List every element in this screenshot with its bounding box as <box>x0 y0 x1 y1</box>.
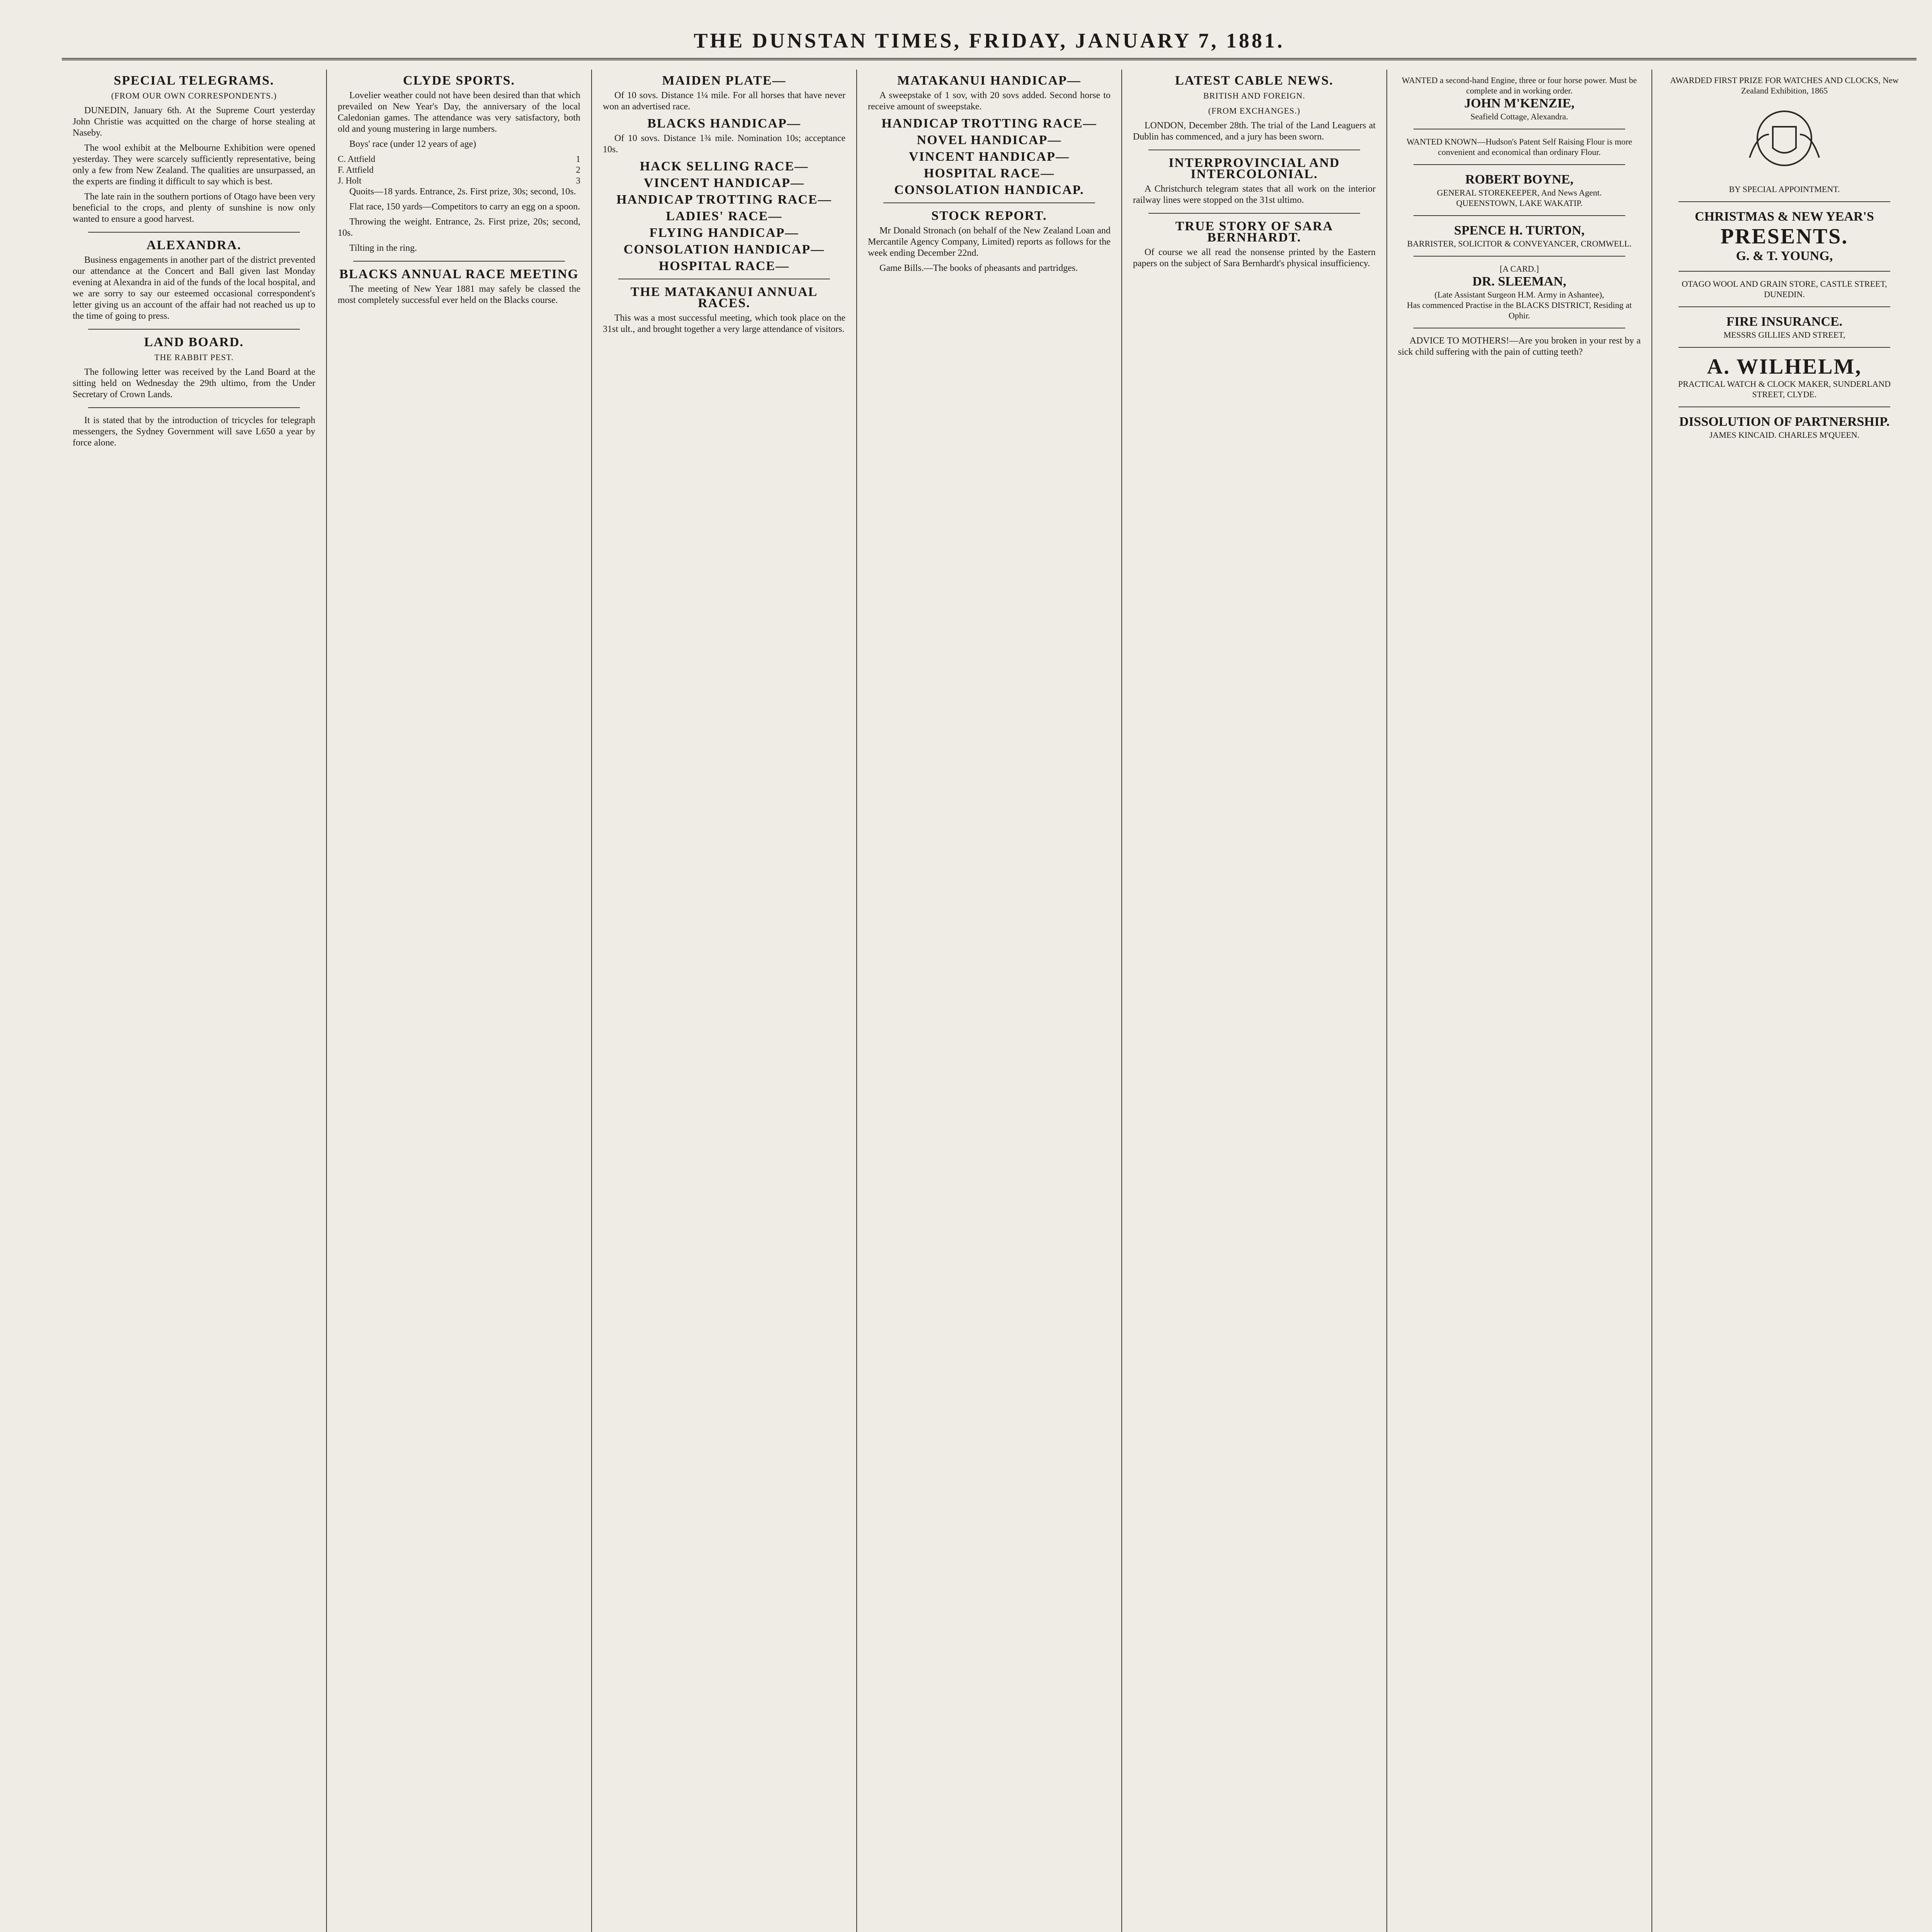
divider <box>1679 271 1890 272</box>
divider <box>353 261 565 262</box>
ad-text: AWARDED FIRST PRIZE FOR WATCHES AND CLOCKS, New Zealand Exhibition, 1865 <box>1670 75 1899 95</box>
result-row <box>338 154 580 165</box>
heading: SPECIAL TELEGRAMS. <box>114 73 274 88</box>
ad-headline: CHRISTMAS & NEW YEAR'S <box>1695 209 1874 224</box>
ad-name: DR. SLEEMAN, <box>1472 274 1566 289</box>
ad-name: SPENCE H. TURTON, <box>1454 223 1585 238</box>
paragraph: Of 10 sovs. Distance 1¼ mile. For all horses that have never won an advertised race. <box>603 90 845 112</box>
column-4 <box>857 70 1122 1932</box>
column-5 <box>1122 70 1387 1932</box>
heading: CONSOLATION HANDICAP— <box>623 242 825 257</box>
heading: FLYING HANDICAP— <box>649 226 799 240</box>
advertisement <box>1663 75 1906 194</box>
column-1 <box>62 70 327 1932</box>
column-6 <box>1387 70 1652 1932</box>
ad-address: Seafield Cottage, Alexandra. <box>1470 112 1568 121</box>
paragraph: A Christchurch telegram states that all work on the interior railway lines were stopped on the 31st ultimo. <box>1133 184 1376 205</box>
ad-text: Has commenced Practise in the BLACKS DISTRICT, Residing at Ophir. <box>1407 300 1632 320</box>
paragraph: The meeting of New Year 1881 may safely be classed the most completely successful ever held on the Blacks course. <box>338 284 580 305</box>
race-title: Flat race, 150 yards—Competitors to carry an egg on a spoon. <box>349 202 580 212</box>
ad-name: JOHN M'KENZIE, <box>1464 96 1575 111</box>
ad-text: JAMES KINCAID. CHARLES M'QUEEN. <box>1709 430 1860 440</box>
advertisement <box>1398 136 1641 157</box>
heading: VINCENT HANDICAP— <box>909 150 1070 164</box>
heading: HOSPITAL RACE— <box>658 259 790 273</box>
heading: STOCK REPORT. <box>931 209 1047 223</box>
paragraph: Lovelier weather could not have been desired than that which prevailed on New Year's Day, the anniversary of the local Caledonian games. The attendance was very satisfactory, both old and young mustering in large numbers. <box>338 90 580 134</box>
heading: VINCENT HANDICAP— <box>644 176 804 190</box>
divider <box>1413 215 1625 216</box>
heading: THE MATAKANUI ANNUAL RACES. <box>630 285 818 310</box>
heading: CLYDE SPORTS. <box>403 73 515 88</box>
race-title: Boys' race (under 12 years of age) <box>349 139 476 149</box>
divider <box>1413 164 1625 165</box>
ad-name: G. & T. YOUNG, <box>1736 249 1833 263</box>
heading: HACK SELLING RACE— <box>639 159 809 173</box>
divider <box>88 329 300 330</box>
heading: LAND BOARD. <box>144 335 244 349</box>
result-row <box>338 165 580 175</box>
divider <box>88 232 300 233</box>
heading: MATAKANUI HANDICAP— <box>897 73 1081 88</box>
advertisement <box>1663 414 1906 440</box>
divider <box>883 202 1095 203</box>
advertisement <box>1398 264 1641 321</box>
ad-text: BY SPECIAL APPOINTMENT. <box>1729 184 1840 194</box>
ad-text: BARRISTER, SOLICITOR & CONVEYANCER, CROMWELL. <box>1407 239 1632 248</box>
heading: BLACKS ANNUAL RACE MEETING <box>339 267 579 281</box>
heading: HANDICAP TROTTING RACE— <box>616 192 832 207</box>
advertisement <box>1398 75 1641 122</box>
advertisement <box>1398 223 1641 249</box>
ad-headline: A. WILHELM, <box>1707 355 1862 379</box>
ad-label: [A CARD.] <box>1500 264 1539 274</box>
heading: HOSPITAL RACE— <box>923 166 1055 180</box>
ad-headline: FIRE INSURANCE. <box>1726 315 1843 329</box>
advertisement <box>1663 209 1906 264</box>
race-title: Quoits—18 yards. Entrance, 2s. First prize, 30s; second, 10s. <box>349 187 576 197</box>
divider <box>88 407 300 408</box>
heading: TRUE STORY OF SARA BERNHARDT. <box>1175 219 1333 245</box>
paragraph: A sweepstake of 1 sov, with 20 sovs added. Second horse to receive amount of sweepstake. <box>868 90 1111 112</box>
result-name: F. Attfield <box>338 165 374 175</box>
paragraph: The wool exhibit at the Melbourne Exhibition were opened yesterday. They were scarcely sufficiently representative, being only a few from New Zealand. The qualities are unsurpassed, an the experts are finding it difficult to say which is best. <box>73 143 315 187</box>
subheading: (FROM OUR OWN CORRESPONDENTS.) <box>111 91 277 100</box>
race-title: Throwing the weight. Entrance, 2s. First prize, 20s; second, 10s. <box>338 217 580 238</box>
heading: ALEXANDRA. <box>146 238 242 252</box>
divider <box>1679 306 1890 307</box>
paragraph: ADVICE TO MOTHERS!—Are you broken in your rest by a sick child suffering with the pain of cutting teeth? <box>1398 336 1641 357</box>
paragraph: Of 10 sovs. Distance 1¾ mile. Nomination 10s; acceptance 10s. <box>603 133 845 155</box>
ad-text: OTAGO WOOL AND GRAIN STORE, CASTLE STREET, DUNEDIN. <box>1682 279 1887 299</box>
heading: LATEST CABLE NEWS. <box>1175 73 1333 88</box>
ad-text: MESSRS GILLIES AND STREET, <box>1723 330 1845 340</box>
heading: INTERPROVINCIAL AND INTERCOLONIAL. <box>1168 156 1340 181</box>
paragraph: The late rain in the southern portions of Otago have been very beneficial to the crops, and plenty of sunshine is now only wanted to ensure a good harvest. <box>73 192 315 224</box>
ad-text: WANTED a second-hand Engine, three or four horse power. Must be complete and in working order. <box>1401 75 1637 95</box>
masthead-title: THE DUNSTAN TIMES, FRIDAY, JANUARY 7, 1881. <box>694 29 1285 52</box>
royal-arms-emblem <box>1734 100 1835 177</box>
paragraph: Game Bills.—The books of pheasants and partridges. <box>879 263 1078 273</box>
divider <box>1413 256 1625 257</box>
divider <box>1679 347 1890 348</box>
column-3 <box>592 70 857 1932</box>
ad-headline: DISSOLUTION OF PARTNERSHIP. <box>1679 415 1890 429</box>
paragraph: Of course we all read the nonsense printed by the Eastern papers on the subject of Sara Bernhardt's physical insufficiency. <box>1133 247 1376 269</box>
advertisement <box>1663 279 1906 299</box>
ad-text: GENERAL STOREKEEPER, And News Agent. <box>1437 188 1602 197</box>
subheading: BRITISH AND FOREIGN. <box>1203 91 1305 100</box>
race-title: Tilting in the ring. <box>349 243 417 253</box>
ad-text: PRACTICAL WATCH & CLOCK MAKER, SUNDERLAND STREET, CLYDE. <box>1678 379 1891 399</box>
result-place: 3 <box>576 176 580 185</box>
subheading: (FROM EXCHANGES.) <box>1208 106 1301 116</box>
heading: CONSOLATION HANDICAP. <box>894 183 1084 197</box>
ad-name: ROBERT BOYNE, <box>1465 172 1573 187</box>
advertisement <box>1398 172 1641 208</box>
paragraph: It is stated that by the introduction of tricycles for telegraph messengers, the Sydney Government will save L650 a year by force alone. <box>73 415 315 448</box>
heading: NOVEL HANDICAP— <box>917 133 1062 147</box>
divider <box>1148 213 1360 214</box>
paragraph: Business engagements in another part of the district prevented our attendance at the Concert and Ball given last Monday evening at Alexandra in aid of the funds of the local hospital, and we are sorry to say our esteemed occasional correspondent's letter giving us an account of the affair had not reached us up to the time of going to press. <box>73 255 315 321</box>
divider <box>1679 406 1890 407</box>
subheading: THE RABBIT PEST. <box>154 352 234 362</box>
heading: MAIDEN PLATE— <box>662 73 786 88</box>
columns <box>62 70 1917 1932</box>
paragraph: DUNEDIN, January 6th. At the Supreme Court yesterday John Christie was acquitted on the charge of horse stealing at Naseby. <box>73 105 315 138</box>
heading: HANDICAP TROTTING RACE— <box>881 116 1097 131</box>
result-row <box>338 175 580 186</box>
paragraph: The following letter was received by the Land Board at the sitting held on Wednesday the 29th ultimo, from the Under Secretary of Crown Lands. <box>73 367 315 400</box>
paragraph: Mr Donald Stronach (on behalf of the New Zealand Loan and Mercantile Agency Company, Limited) reports as follows for the week ending December 22nd. <box>868 226 1111 258</box>
paragraph: LONDON, December 28th. The trial of the Land Leaguers at Dublin has commenced, and a jury has been sworn. <box>1133 121 1376 142</box>
result-place: 2 <box>576 165 580 175</box>
result-name: C. Attfield <box>338 154 376 164</box>
paragraph: This was a most successful meeting, which took place on the 31st ult., and brought together a very large attendance of visitors. <box>603 313 845 334</box>
advertisement <box>1663 355 1906 400</box>
column-2 <box>327 70 592 1932</box>
ad-headline: PRESENTS. <box>1720 224 1849 248</box>
divider <box>1679 201 1890 202</box>
result-place: 1 <box>576 154 580 164</box>
column-7 <box>1652 70 1917 1932</box>
heading: BLACKS HANDICAP— <box>647 116 801 131</box>
heading: LADIES' RACE— <box>666 209 782 223</box>
ad-text: (Late Assistant Surgeon H.M. Army in Ashantee), <box>1434 290 1604 299</box>
ad-text: WANTED KNOWN—Hudson's Patent Self Raising Flour is more convenient and economical than ordinary Flour. <box>1406 137 1632 157</box>
advertisement <box>1663 314 1906 340</box>
masthead <box>62 15 1917 60</box>
ad-address: QUEENSTOWN, LAKE WAKATIP. <box>1456 198 1583 208</box>
result-name: J. Holt <box>338 176 362 185</box>
